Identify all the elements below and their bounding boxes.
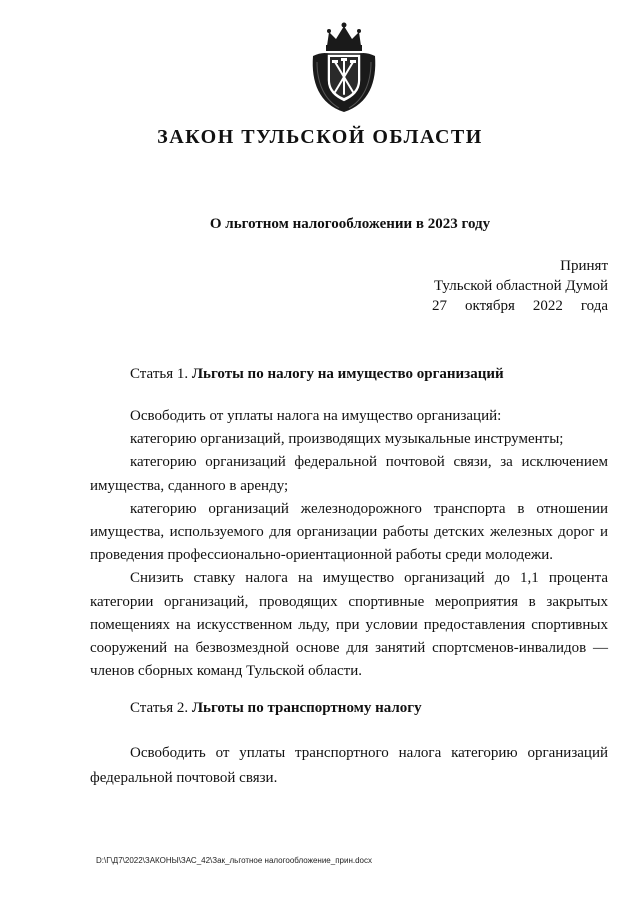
adoption-day: 27: [432, 298, 447, 314]
article2-paragraph: Освободить от уплаты транспортного налога категорию организаций федеральной почтовой связи.: [90, 745, 608, 786]
adoption-line1: Принят: [560, 258, 608, 274]
article2-heading: [130, 700, 422, 717]
article2-number: Статья 2.: [130, 700, 189, 716]
article1-paragraph: категорию организаций железнодорожного транспорта в отношении имущества, используемого для организации работы детских железных дорог и проведения профессионально-ориентационной работы среди молодежи.: [90, 500, 608, 564]
article1-paragraph: Снизить ставку налога на имущество организаций до 1,1 процента категории организаций, проводящих спортивные мероприятия в закрытых помещениях на искусственном льду, при условии предоставления спортивных сооружений на безвозмездной основе для занятий спортсменов-инвалидов — членов сборных команд Тульской области.: [90, 570, 608, 680]
article1-title: Льготы по налогу на имущество организаций: [191, 366, 504, 382]
adoption-block: [432, 256, 608, 316]
article2-body: [90, 741, 608, 791]
adoption-line2: Тульской областной Думой: [433, 278, 608, 294]
adoption-date: [432, 296, 608, 316]
article2-title: Льготы по транспортному налогу: [191, 700, 422, 716]
article1-heading: [130, 366, 504, 383]
adoption-month: октября: [464, 298, 515, 314]
article1-paragraph: категорию организаций, производящих музыкальные инструменты;: [130, 431, 564, 448]
adoption-year: 2022: [532, 298, 563, 314]
article1-body: [90, 405, 608, 683]
article1-number: Статья 1.: [130, 366, 189, 382]
article1-paragraph: категорию организаций федеральной почтовой связи, за исключением имущества, сданного в аренду;: [90, 454, 608, 494]
law-subtitle: О льготном налогообложении в 2023 году: [209, 216, 491, 232]
article1-paragraph: Освободить от уплаты налога на имущество организаций:: [130, 408, 502, 424]
adoption-year-word: года: [580, 298, 608, 314]
file-path-footer: D:\Г\Д7\2022\ЗАКОНЫ\ЗАС_42\Зак_льготное налогообложение_прин.docx: [96, 856, 372, 865]
coat-of-arms-emblem: [309, 22, 379, 114]
law-title: ЗАКОН ТУЛЬСКОЙ ОБЛАСТИ: [157, 126, 483, 148]
